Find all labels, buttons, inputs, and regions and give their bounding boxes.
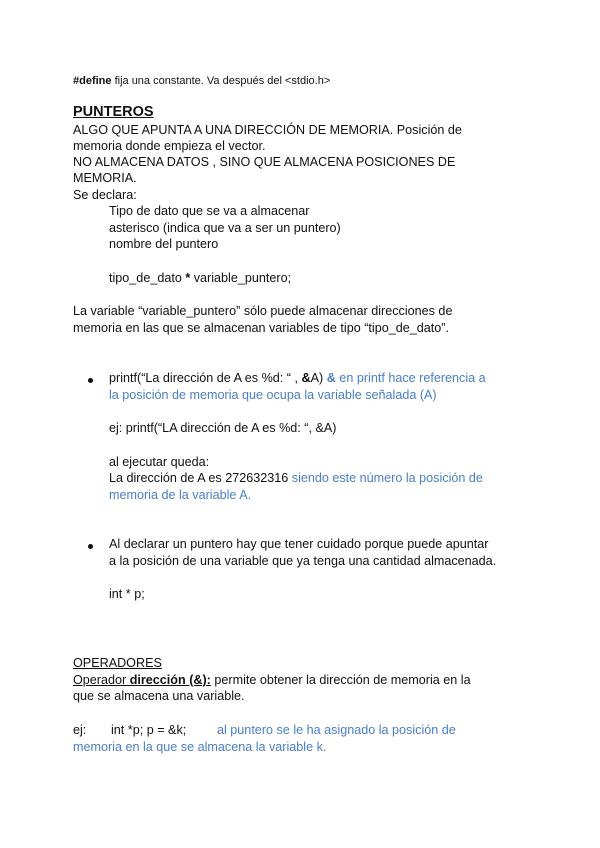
- operator-line-2: que se almacena una variable.: [73, 689, 245, 703]
- bullet-dot: [88, 378, 93, 383]
- warning-line-2: a la posición de una variable que ya tenga una cantidad almacenada.: [109, 554, 497, 568]
- note-line-2: la posición de memoria que ocupa la variable señalada (A): [109, 388, 437, 402]
- result-line: [109, 470, 483, 487]
- result-note: siendo este número la posición de: [291, 471, 483, 485]
- punteros-line-1: ALGO QUE APUNTA A UNA DIRECCIÓN DE MEMORIA. Posición de: [73, 123, 462, 137]
- exec-label: al ejecutar queda:: [109, 455, 210, 469]
- printf-amp: &: [301, 371, 311, 385]
- printf-code: printf(“La dirección de A es %d: “ ,: [109, 371, 302, 385]
- int-pointer-code: int * p;: [109, 587, 145, 601]
- decl-item-3: nombre del puntero: [109, 237, 219, 251]
- decl-item-1: Tipo de dato que se va a almacenar: [109, 204, 310, 218]
- operator-example-note: al puntero se le ha asignado la posición de: [217, 723, 456, 737]
- punteros-line-5: Se declara:: [73, 188, 137, 202]
- variable-para-line-1: La variable “variable_puntero” sólo puede almacenar direcciones de: [73, 304, 453, 318]
- punteros-line-3: NO ALMACENA DATOS , SINO QUE ALMACENA POSICIONES DE: [73, 155, 456, 169]
- operator-line-1: [73, 672, 471, 689]
- warning-line-1: Al declarar un puntero hay que tener cuidado porque puede apuntar: [109, 537, 489, 551]
- operator-example-code: int *p; p = &k;: [111, 723, 187, 737]
- printf-code-end: A): [310, 371, 327, 385]
- punteros-line-4: MEMORIA.: [73, 171, 137, 185]
- result-note-line-2: memoria de la variable A.: [109, 488, 252, 502]
- syntax-type: tipo_de_dato: [109, 271, 186, 285]
- define-note: [73, 73, 330, 90]
- operator-example-label: ej:: [73, 723, 87, 737]
- punteros-line-2: memoria donde empieza el vector.: [73, 139, 266, 153]
- operadores-heading: OPERADORES: [73, 656, 162, 670]
- note-amp: &: [326, 371, 336, 385]
- operator-desc: permite obtener la dirección de memoria en la: [210, 673, 471, 687]
- operator-prefix: Operador: [73, 673, 130, 687]
- operator-example-note-2: memoria en la que se almacena la variable k.: [73, 740, 327, 754]
- bullet-dot: [88, 544, 93, 549]
- syntax-star: *: [185, 271, 191, 285]
- variable-para-line-2: memoria en las que se almacenan variables de tipo “tipo_de_dato”.: [73, 321, 449, 335]
- define-keyword: #define: [73, 75, 112, 87]
- define-description: fija una constante. Va después del <stdio.h>: [111, 75, 331, 87]
- syntax-var: variable_puntero;: [190, 271, 292, 285]
- decl-item-2: asterisco (indica que va a ser un puntero): [109, 221, 341, 235]
- printf-line: [109, 370, 486, 387]
- punteros-heading: PUNTEROS: [73, 104, 154, 120]
- decl-syntax: [109, 270, 291, 287]
- operator-name: dirección (&):: [129, 673, 211, 687]
- result-text: La dirección de A es 272632316: [109, 471, 292, 485]
- example-line: ej: printf(“LA dirección de A es %d: “, &A): [109, 421, 337, 435]
- note-text: en printf hace referencia a: [335, 371, 486, 385]
